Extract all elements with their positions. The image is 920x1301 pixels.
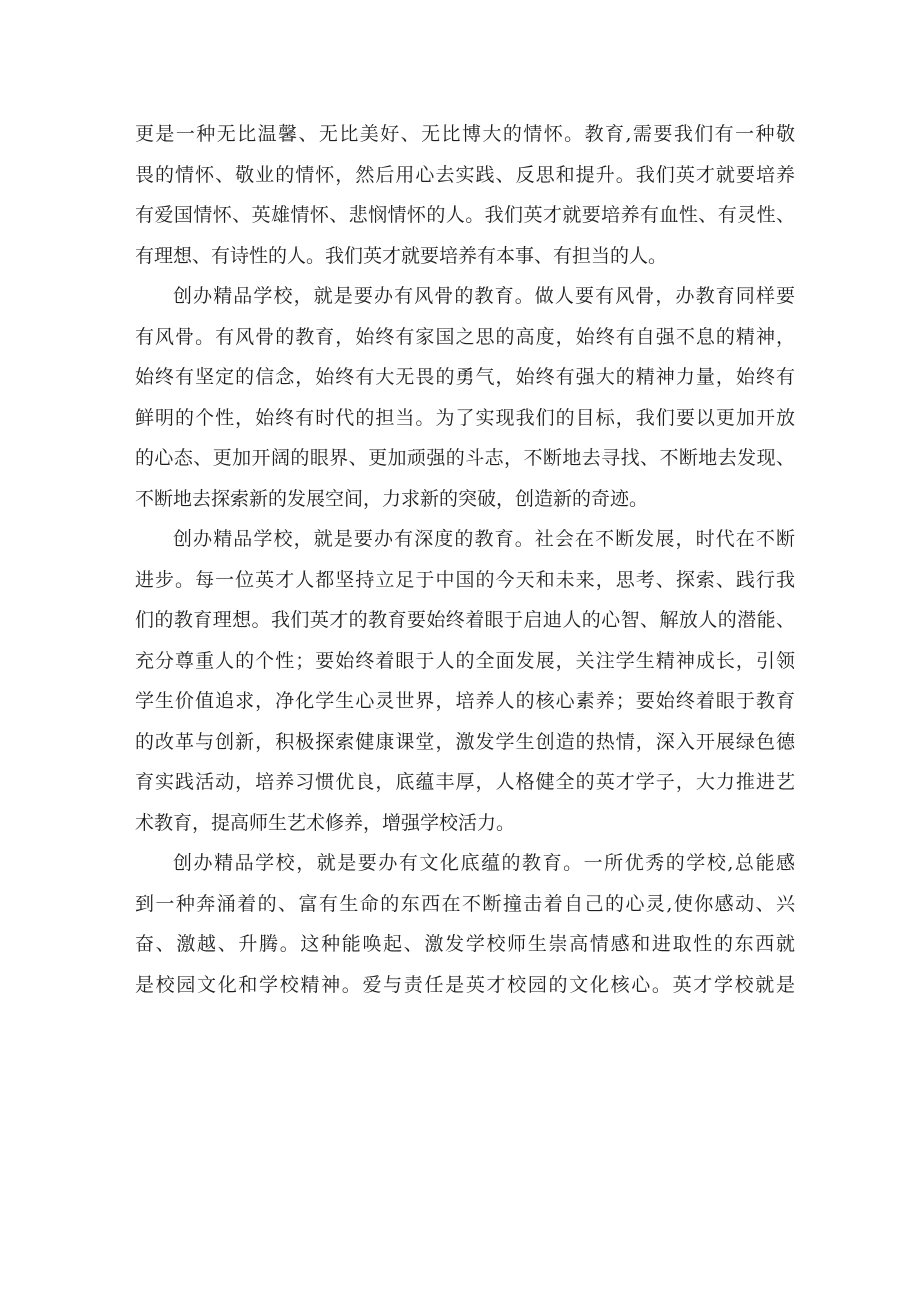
document-body bbox=[135, 114, 795, 1005]
text-line: 是校园文化和学校精神。爱与责任是英才校园的文化核心。英才学校就是 bbox=[135, 973, 795, 996]
paragraph-3 bbox=[135, 519, 795, 843]
text-line: 的改革与创新，积极探索健康课堂，激发学生创造的热情，深入开展绿色德 bbox=[135, 730, 795, 753]
text-line: 到一种奔涌着的、富有生命的东西在不断撞击着自己的心灵,使你感动、兴 bbox=[135, 892, 795, 915]
paragraph-2 bbox=[135, 276, 795, 519]
text-line: 奋、激越、升腾。这种能唤起、激发学校师生崇高情感和进取性的东西就 bbox=[135, 933, 795, 955]
text-line: 更是一种无比温馨、无比美好、无比博大的情怀。教育,需要我们有一种敬 bbox=[135, 123, 795, 145]
text-line: 创办精品学校，就是要办有风骨的教育。做人要有风骨，办教育同样要 bbox=[173, 285, 795, 307]
paragraph-1 bbox=[135, 114, 795, 276]
text-line: 不断地去探索新的发展空间，力求新的突破，创造新的奇迹。 bbox=[135, 487, 649, 510]
text-line: 畏的情怀、敬业的情怀，然后用心去实践、反思和提升。我们英才就要培养 bbox=[135, 163, 795, 186]
text-line: 鲜明的个性，始终有时代的担当。为了实现我们的目标，我们要以更加开放 bbox=[135, 406, 795, 429]
text-line: 有风骨。有风骨的教育，始终有家国之思的高度，始终有自强不息的精神， bbox=[135, 325, 795, 348]
text-line: 充分尊重人的个性；要始终着眼于人的全面发展，关注学生精神成长，引领 bbox=[135, 649, 795, 672]
text-line: 术教育，提高师生艺术修养，增强学校活力。 bbox=[135, 811, 516, 834]
text-line: 创办精品学校，就是要办有文化底蕴的教育。一所优秀的学校,总能感 bbox=[173, 852, 795, 874]
text-line: 的心态、更加开阔的眼界、更加顽强的斗志，不断地去寻找、不断地去发现、 bbox=[135, 447, 795, 469]
text-line: 学生价值追求，净化学生心灵世界，培养人的核心素养；要始终着眼于教育 bbox=[135, 690, 795, 712]
text-line: 育实践活动，培养习惯优良，底蕴丰厚，人格健全的英才学子，大力推进艺 bbox=[135, 771, 795, 793]
text-line: 们的教育理想。我们英才的教育要始终着眼于启迪人的心智、解放人的潜能、 bbox=[135, 609, 795, 631]
text-line: 始终有坚定的信念，始终有大无畏的勇气，始终有强大的精神力量，始终有 bbox=[135, 366, 795, 388]
text-line: 进步。每一位英才人都坚持立足于中国的今天和未来，思考、探索、践行我 bbox=[135, 568, 795, 591]
text-line: 创办精品学校，就是要办有深度的教育。社会在不断发展，时代在不断 bbox=[173, 528, 795, 550]
text-line: 有理想、有诗性的人。我们英才就要培养有本事、有担当的人。 bbox=[135, 244, 668, 267]
paragraph-4 bbox=[135, 843, 795, 1005]
text-line: 有爱国情怀、英雄情怀、悲悯情怀的人。我们英才就要培养有血性、有灵性、 bbox=[135, 204, 795, 226]
